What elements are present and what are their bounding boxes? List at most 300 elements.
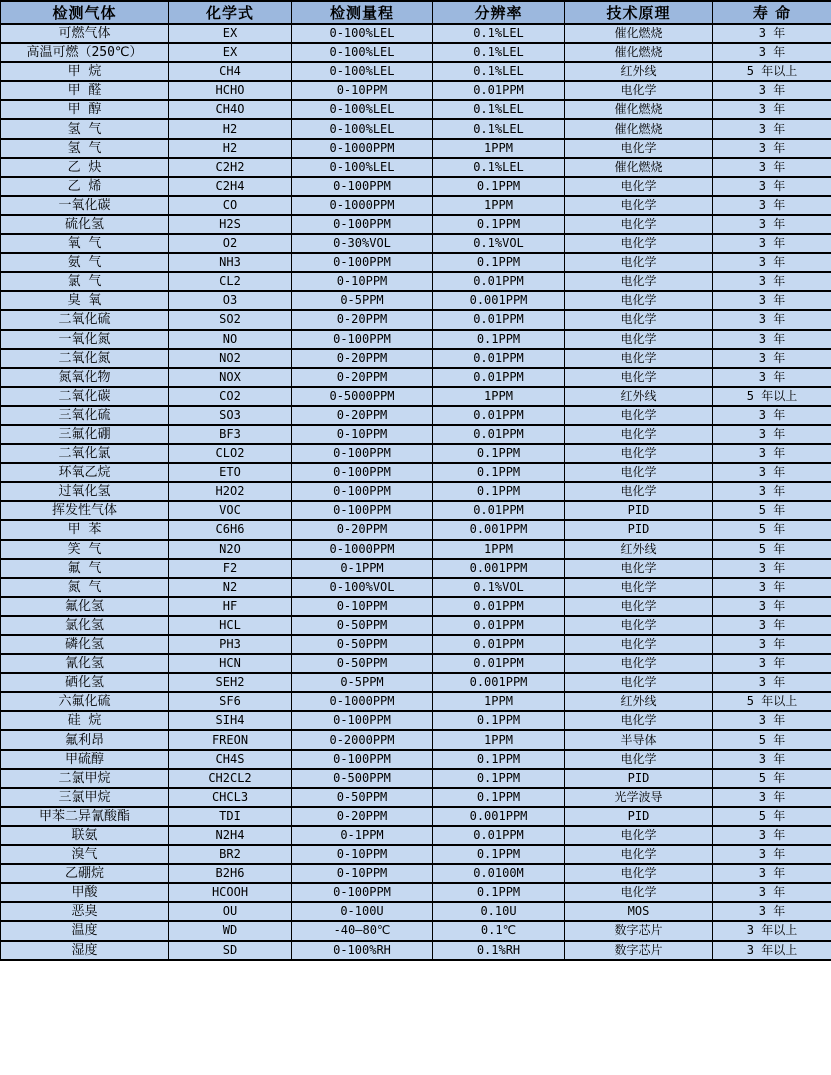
table-cell: 电化学 bbox=[565, 750, 713, 769]
gas-name-cell: 二氯甲烷 bbox=[1, 769, 169, 788]
table-cell: 3 年 bbox=[713, 616, 831, 635]
gas-name-cell: 二氧化硫 bbox=[1, 310, 169, 329]
table-cell: 0.01PPM bbox=[433, 501, 565, 520]
table-cell: 0.1PPM bbox=[433, 463, 565, 482]
table-row bbox=[1, 769, 831, 788]
gas-name-cell: 氧 气 bbox=[1, 234, 169, 253]
table-row bbox=[1, 177, 831, 196]
table-row bbox=[1, 24, 831, 43]
table-body bbox=[1, 24, 831, 960]
table-cell: 0-100PPM bbox=[292, 750, 433, 769]
column-header: 技术原理 bbox=[565, 1, 713, 24]
table-cell: 电化学 bbox=[565, 616, 713, 635]
table-row bbox=[1, 597, 831, 616]
table-cell: 电化学 bbox=[565, 215, 713, 234]
table-cell: 0.1%LEL bbox=[433, 100, 565, 119]
table-row bbox=[1, 119, 831, 138]
table-cell: 0-2000PPM bbox=[292, 730, 433, 749]
table-cell: 电化学 bbox=[565, 253, 713, 272]
column-header: 分辨率 bbox=[433, 1, 565, 24]
table-row bbox=[1, 43, 831, 62]
table-cell: 0-100PPM bbox=[292, 883, 433, 902]
gas-name-cell: 高温可燃（250℃） bbox=[1, 43, 169, 62]
table-cell: N2O bbox=[169, 540, 292, 559]
gas-name-cell: 三氯甲烷 bbox=[1, 788, 169, 807]
header-row bbox=[1, 1, 831, 24]
table-cell: 0.01PPM bbox=[433, 368, 565, 387]
table-cell: 电化学 bbox=[565, 578, 713, 597]
table-cell: F2 bbox=[169, 559, 292, 578]
table-row bbox=[1, 540, 831, 559]
table-cell: 电化学 bbox=[565, 406, 713, 425]
gas-name-cell: 硫化氢 bbox=[1, 215, 169, 234]
table-cell: 0.1%LEL bbox=[433, 158, 565, 177]
table-cell: 0-100PPM bbox=[292, 444, 433, 463]
table-cell: N2H4 bbox=[169, 826, 292, 845]
table-cell: 催化燃烧 bbox=[565, 43, 713, 62]
table-row bbox=[1, 215, 831, 234]
table-cell: 0-100%RH bbox=[292, 941, 433, 960]
table-row bbox=[1, 921, 831, 940]
table-cell: HCN bbox=[169, 654, 292, 673]
table-cell: 电化学 bbox=[565, 826, 713, 845]
table-cell: 0.1PPM bbox=[433, 482, 565, 501]
gas-name-cell: 甲 醇 bbox=[1, 100, 169, 119]
table-cell: BF3 bbox=[169, 425, 292, 444]
table-cell: 催化燃烧 bbox=[565, 119, 713, 138]
table-cell: 电化学 bbox=[565, 444, 713, 463]
table-row bbox=[1, 444, 831, 463]
column-header: 寿 命 bbox=[713, 1, 831, 24]
gas-name-cell: 二氧化碳 bbox=[1, 387, 169, 406]
table-cell: 0-20PPM bbox=[292, 368, 433, 387]
table-header bbox=[1, 1, 831, 24]
gas-name-cell: 温度 bbox=[1, 921, 169, 940]
table-cell: 3 年 bbox=[713, 139, 831, 158]
table-cell: 0.1%RH bbox=[433, 941, 565, 960]
table-cell: 电化学 bbox=[565, 425, 713, 444]
table-cell: 3 年 bbox=[713, 463, 831, 482]
gas-name-cell: 磷化氢 bbox=[1, 635, 169, 654]
table-cell: 3 年 bbox=[713, 482, 831, 501]
table-cell: 电化学 bbox=[565, 635, 713, 654]
table-cell: 0.1PPM bbox=[433, 769, 565, 788]
table-cell: PID bbox=[565, 520, 713, 539]
gas-name-cell: 一氧化氮 bbox=[1, 330, 169, 349]
gas-name-cell: 甲酸 bbox=[1, 883, 169, 902]
table-row bbox=[1, 387, 831, 406]
table-cell: 5 年以上 bbox=[713, 692, 831, 711]
table-cell: 0-10PPM bbox=[292, 597, 433, 616]
gas-name-cell: 氰化氢 bbox=[1, 654, 169, 673]
table-cell: 电化学 bbox=[565, 349, 713, 368]
table-cell: EX bbox=[169, 24, 292, 43]
gas-name-cell: 氟 气 bbox=[1, 559, 169, 578]
table-cell: SEH2 bbox=[169, 673, 292, 692]
table-cell: 1PPM bbox=[433, 540, 565, 559]
gas-name-cell: 恶臭 bbox=[1, 902, 169, 921]
table-cell: 0-100PPM bbox=[292, 330, 433, 349]
table-cell: 电化学 bbox=[565, 654, 713, 673]
table-cell: 5 年 bbox=[713, 807, 831, 826]
table-cell: 3 年 bbox=[713, 444, 831, 463]
gas-name-cell: 环氧乙烷 bbox=[1, 463, 169, 482]
table-cell: SD bbox=[169, 941, 292, 960]
table-cell: SIH4 bbox=[169, 711, 292, 730]
table-cell: 0.1PPM bbox=[433, 253, 565, 272]
table-cell: TDI bbox=[169, 807, 292, 826]
table-cell: 电化学 bbox=[565, 711, 713, 730]
table-cell: 红外线 bbox=[565, 540, 713, 559]
table-cell: 0-1000PPM bbox=[292, 692, 433, 711]
table-cell: 3 年 bbox=[713, 368, 831, 387]
table-cell: 3 年 bbox=[713, 24, 831, 43]
table-cell: 3 年 bbox=[713, 234, 831, 253]
table-cell: 0-100%LEL bbox=[292, 119, 433, 138]
table-cell: 电化学 bbox=[565, 368, 713, 387]
table-row bbox=[1, 139, 831, 158]
table-cell: 0-100PPM bbox=[292, 482, 433, 501]
table-cell: 红外线 bbox=[565, 387, 713, 406]
table-row bbox=[1, 425, 831, 444]
table-row bbox=[1, 272, 831, 291]
table-cell: 电化学 bbox=[565, 883, 713, 902]
table-cell: 0-500PPM bbox=[292, 769, 433, 788]
table-cell: 0.1%VOL bbox=[433, 578, 565, 597]
table-cell: 0-1PPM bbox=[292, 826, 433, 845]
table-cell: 0-5PPM bbox=[292, 673, 433, 692]
table-row bbox=[1, 654, 831, 673]
table-row bbox=[1, 559, 831, 578]
table-cell: 0-100%LEL bbox=[292, 62, 433, 81]
table-cell: 0.1PPM bbox=[433, 788, 565, 807]
table-cell: 3 年 bbox=[713, 559, 831, 578]
table-cell: 电化学 bbox=[565, 673, 713, 692]
table-cell: CO bbox=[169, 196, 292, 215]
table-cell: 0.01PPM bbox=[433, 310, 565, 329]
table-cell: 0.1%LEL bbox=[433, 119, 565, 138]
column-header: 检测量程 bbox=[292, 1, 433, 24]
table-cell: B2H6 bbox=[169, 864, 292, 883]
table-row bbox=[1, 81, 831, 100]
table-row bbox=[1, 368, 831, 387]
table-cell: 1PPM bbox=[433, 387, 565, 406]
table-cell: 电化学 bbox=[565, 291, 713, 310]
table-cell: OU bbox=[169, 902, 292, 921]
table-cell: 3 年 bbox=[713, 310, 831, 329]
table-cell: NH3 bbox=[169, 253, 292, 272]
table-cell: 0.1PPM bbox=[433, 711, 565, 730]
table-cell: 0-100%LEL bbox=[292, 158, 433, 177]
gas-name-cell: 挥发性气体 bbox=[1, 501, 169, 520]
table-cell: H2 bbox=[169, 119, 292, 138]
table-cell: 3 年 bbox=[713, 750, 831, 769]
table-cell: 0.01PPM bbox=[433, 635, 565, 654]
table-cell: 0.10U bbox=[433, 902, 565, 921]
table-cell: 3 年 bbox=[713, 635, 831, 654]
table-cell: 0.01PPM bbox=[433, 425, 565, 444]
table-cell: 0-50PPM bbox=[292, 616, 433, 635]
table-cell: 0.1%LEL bbox=[433, 43, 565, 62]
table-row bbox=[1, 501, 831, 520]
table-cell: 3 年 bbox=[713, 43, 831, 62]
table-cell: 5 年 bbox=[713, 730, 831, 749]
gas-name-cell: 笑 气 bbox=[1, 540, 169, 559]
table-cell: 电化学 bbox=[565, 463, 713, 482]
table-row bbox=[1, 349, 831, 368]
table-cell: 0.1℃ bbox=[433, 921, 565, 940]
table-cell: C6H6 bbox=[169, 520, 292, 539]
table-cell: 3 年 bbox=[713, 425, 831, 444]
table-cell: H2 bbox=[169, 139, 292, 158]
table-cell: PID bbox=[565, 807, 713, 826]
table-cell: C2H4 bbox=[169, 177, 292, 196]
gas-name-cell: 三氟化硼 bbox=[1, 425, 169, 444]
table-cell: 电化学 bbox=[565, 864, 713, 883]
table-cell: 3 年 bbox=[713, 788, 831, 807]
table-cell: 0.01PPM bbox=[433, 81, 565, 100]
gas-name-cell: 臭 氧 bbox=[1, 291, 169, 310]
table-cell: 3 年 bbox=[713, 406, 831, 425]
table-cell: 3 年 bbox=[713, 330, 831, 349]
table-row bbox=[1, 482, 831, 501]
table-cell: HCHO bbox=[169, 81, 292, 100]
table-cell: EX bbox=[169, 43, 292, 62]
gas-name-cell: 氟化氢 bbox=[1, 597, 169, 616]
table-cell: 0.1PPM bbox=[433, 750, 565, 769]
table-cell: 光学波导 bbox=[565, 788, 713, 807]
table-cell: 3 年 bbox=[713, 654, 831, 673]
table-cell: 3 年 bbox=[713, 826, 831, 845]
table-cell: HCOOH bbox=[169, 883, 292, 902]
table-cell: 0.1PPM bbox=[433, 215, 565, 234]
table-cell: 1PPM bbox=[433, 196, 565, 215]
table-cell: 催化燃烧 bbox=[565, 100, 713, 119]
table-row bbox=[1, 635, 831, 654]
table-cell: 0-100%LEL bbox=[292, 43, 433, 62]
table-cell: 1PPM bbox=[433, 730, 565, 749]
gas-name-cell: 氢 气 bbox=[1, 139, 169, 158]
table-cell: 5 年 bbox=[713, 769, 831, 788]
table-row bbox=[1, 520, 831, 539]
table-cell: 0.001PPM bbox=[433, 559, 565, 578]
table-cell: 1PPM bbox=[433, 139, 565, 158]
table-cell: 1PPM bbox=[433, 692, 565, 711]
table-cell: 0-10PPM bbox=[292, 864, 433, 883]
table-row bbox=[1, 941, 831, 960]
table-cell: 电化学 bbox=[565, 272, 713, 291]
gas-name-cell: 甲 醛 bbox=[1, 81, 169, 100]
gas-name-cell: 联氨 bbox=[1, 826, 169, 845]
table-cell: 0.001PPM bbox=[433, 673, 565, 692]
table-cell: 3 年 bbox=[713, 291, 831, 310]
table-cell: 0.01PPM bbox=[433, 654, 565, 673]
gas-name-cell: 二氧化氯 bbox=[1, 444, 169, 463]
table-cell: 0-100U bbox=[292, 902, 433, 921]
table-cell: 0-10PPM bbox=[292, 425, 433, 444]
table-cell: 0.01PPM bbox=[433, 349, 565, 368]
table-row bbox=[1, 883, 831, 902]
table-cell: PID bbox=[565, 769, 713, 788]
table-cell: -40—80℃ bbox=[292, 921, 433, 940]
table-cell: C2H2 bbox=[169, 158, 292, 177]
gas-name-cell: 湿度 bbox=[1, 941, 169, 960]
table-row bbox=[1, 616, 831, 635]
gas-name-cell: 一氧化碳 bbox=[1, 196, 169, 215]
table-cell: 0-100%LEL bbox=[292, 100, 433, 119]
table-cell: BR2 bbox=[169, 845, 292, 864]
gas-name-cell: 甲苯二异氰酸酯 bbox=[1, 807, 169, 826]
table-cell: VOC bbox=[169, 501, 292, 520]
table-cell: 催化燃烧 bbox=[565, 24, 713, 43]
table-row bbox=[1, 788, 831, 807]
table-cell: 3 年 bbox=[713, 578, 831, 597]
table-cell: NOX bbox=[169, 368, 292, 387]
table-cell: 0-100PPM bbox=[292, 463, 433, 482]
table-cell: HCL bbox=[169, 616, 292, 635]
table-cell: 电化学 bbox=[565, 81, 713, 100]
table-cell: NO bbox=[169, 330, 292, 349]
table-cell: 电化学 bbox=[565, 310, 713, 329]
table-cell: 3 年 bbox=[713, 177, 831, 196]
table-cell: 3 年 bbox=[713, 711, 831, 730]
table-cell: 0.1PPM bbox=[433, 444, 565, 463]
table-cell: 0-100PPM bbox=[292, 215, 433, 234]
table-cell: NO2 bbox=[169, 349, 292, 368]
table-row bbox=[1, 100, 831, 119]
table-cell: 0-50PPM bbox=[292, 635, 433, 654]
table-cell: 0.1%VOL bbox=[433, 234, 565, 253]
table-cell: HF bbox=[169, 597, 292, 616]
table-cell: CH4 bbox=[169, 62, 292, 81]
table-cell: 0-1000PPM bbox=[292, 196, 433, 215]
table-cell: 3 年以上 bbox=[713, 941, 831, 960]
table-cell: 0-20PPM bbox=[292, 406, 433, 425]
table-cell: ETO bbox=[169, 463, 292, 482]
table-row bbox=[1, 902, 831, 921]
table-cell: 3 年 bbox=[713, 883, 831, 902]
table-cell: 电化学 bbox=[565, 559, 713, 578]
table-cell: 3 年 bbox=[713, 215, 831, 234]
table-cell: 3 年 bbox=[713, 81, 831, 100]
table-cell: 5 年以上 bbox=[713, 62, 831, 81]
table-cell: 3 年 bbox=[713, 253, 831, 272]
gas-name-cell: 氢 气 bbox=[1, 119, 169, 138]
table-cell: 0-10PPM bbox=[292, 272, 433, 291]
table-cell: 0.01PPM bbox=[433, 597, 565, 616]
table-cell: 0-50PPM bbox=[292, 654, 433, 673]
table-row bbox=[1, 62, 831, 81]
table-cell: 电化学 bbox=[565, 597, 713, 616]
table-cell: 0-100PPM bbox=[292, 711, 433, 730]
table-cell: 0-1PPM bbox=[292, 559, 433, 578]
table-cell: SO3 bbox=[169, 406, 292, 425]
table-cell: 3 年 bbox=[713, 100, 831, 119]
table-cell: 0.0100M bbox=[433, 864, 565, 883]
table-row bbox=[1, 463, 831, 482]
table-cell: 0.001PPM bbox=[433, 807, 565, 826]
table-cell: 0.1PPM bbox=[433, 177, 565, 196]
table-cell: 红外线 bbox=[565, 692, 713, 711]
gas-name-cell: 氮氧化物 bbox=[1, 368, 169, 387]
table-cell: 3 年 bbox=[713, 158, 831, 177]
table-row bbox=[1, 578, 831, 597]
column-header: 化学式 bbox=[169, 1, 292, 24]
table-cell: 3 年 bbox=[713, 196, 831, 215]
table-row bbox=[1, 291, 831, 310]
table-cell: 0.1PPM bbox=[433, 330, 565, 349]
gas-name-cell: 硒化氢 bbox=[1, 673, 169, 692]
table-cell: 5 年以上 bbox=[713, 387, 831, 406]
gas-name-cell: 氨 气 bbox=[1, 253, 169, 272]
table-cell: 0-100PPM bbox=[292, 253, 433, 272]
table-cell: 3 年 bbox=[713, 902, 831, 921]
table-cell: H2S bbox=[169, 215, 292, 234]
gas-name-cell: 乙硼烷 bbox=[1, 864, 169, 883]
table-cell: 电化学 bbox=[565, 330, 713, 349]
gas-name-cell: 氮 气 bbox=[1, 578, 169, 597]
table-cell: 0.001PPM bbox=[433, 520, 565, 539]
table-cell: 0-1000PPM bbox=[292, 139, 433, 158]
gas-name-cell: 硅 烷 bbox=[1, 711, 169, 730]
gas-name-cell: 氯 气 bbox=[1, 272, 169, 291]
table-cell: MOS bbox=[565, 902, 713, 921]
table-cell: 3 年 bbox=[713, 119, 831, 138]
table-cell: 电化学 bbox=[565, 196, 713, 215]
table-row bbox=[1, 673, 831, 692]
table-cell: O2 bbox=[169, 234, 292, 253]
table-cell: 0-20PPM bbox=[292, 310, 433, 329]
table-cell: 3 年 bbox=[713, 349, 831, 368]
table-cell: 3 年 bbox=[713, 597, 831, 616]
table-cell: 0-50PPM bbox=[292, 788, 433, 807]
table-cell: CHCL3 bbox=[169, 788, 292, 807]
table-cell: 数字芯片 bbox=[565, 941, 713, 960]
table-cell: 0-100%LEL bbox=[292, 24, 433, 43]
table-cell: 5 年 bbox=[713, 540, 831, 559]
table-cell: 0-100PPM bbox=[292, 501, 433, 520]
table-row bbox=[1, 826, 831, 845]
table-row bbox=[1, 692, 831, 711]
table-cell: CL2 bbox=[169, 272, 292, 291]
gas-name-cell: 氯化氢 bbox=[1, 616, 169, 635]
table-cell: 0.1%LEL bbox=[433, 24, 565, 43]
table-cell: 3 年 bbox=[713, 845, 831, 864]
table-cell: PID bbox=[565, 501, 713, 520]
table-cell: CO2 bbox=[169, 387, 292, 406]
table-cell: 3 年 bbox=[713, 864, 831, 883]
gas-name-cell: 可燃气体 bbox=[1, 24, 169, 43]
table-cell: 0.1%LEL bbox=[433, 62, 565, 81]
table-cell: FREON bbox=[169, 730, 292, 749]
table-cell: 0-5PPM bbox=[292, 291, 433, 310]
table-cell: 红外线 bbox=[565, 62, 713, 81]
table-cell: 0.001PPM bbox=[433, 291, 565, 310]
table-cell: CH4O bbox=[169, 100, 292, 119]
table-row bbox=[1, 711, 831, 730]
table-cell: 电化学 bbox=[565, 234, 713, 253]
table-row bbox=[1, 845, 831, 864]
table-row bbox=[1, 310, 831, 329]
table-cell: CH2CL2 bbox=[169, 769, 292, 788]
table-cell: 0.01PPM bbox=[433, 826, 565, 845]
table-cell: 0.01PPM bbox=[433, 272, 565, 291]
table-cell: 电化学 bbox=[565, 845, 713, 864]
table-cell: 电化学 bbox=[565, 139, 713, 158]
gas-name-cell: 乙 炔 bbox=[1, 158, 169, 177]
gas-name-cell: 过氧化氢 bbox=[1, 482, 169, 501]
table-cell: 0-10PPM bbox=[292, 845, 433, 864]
